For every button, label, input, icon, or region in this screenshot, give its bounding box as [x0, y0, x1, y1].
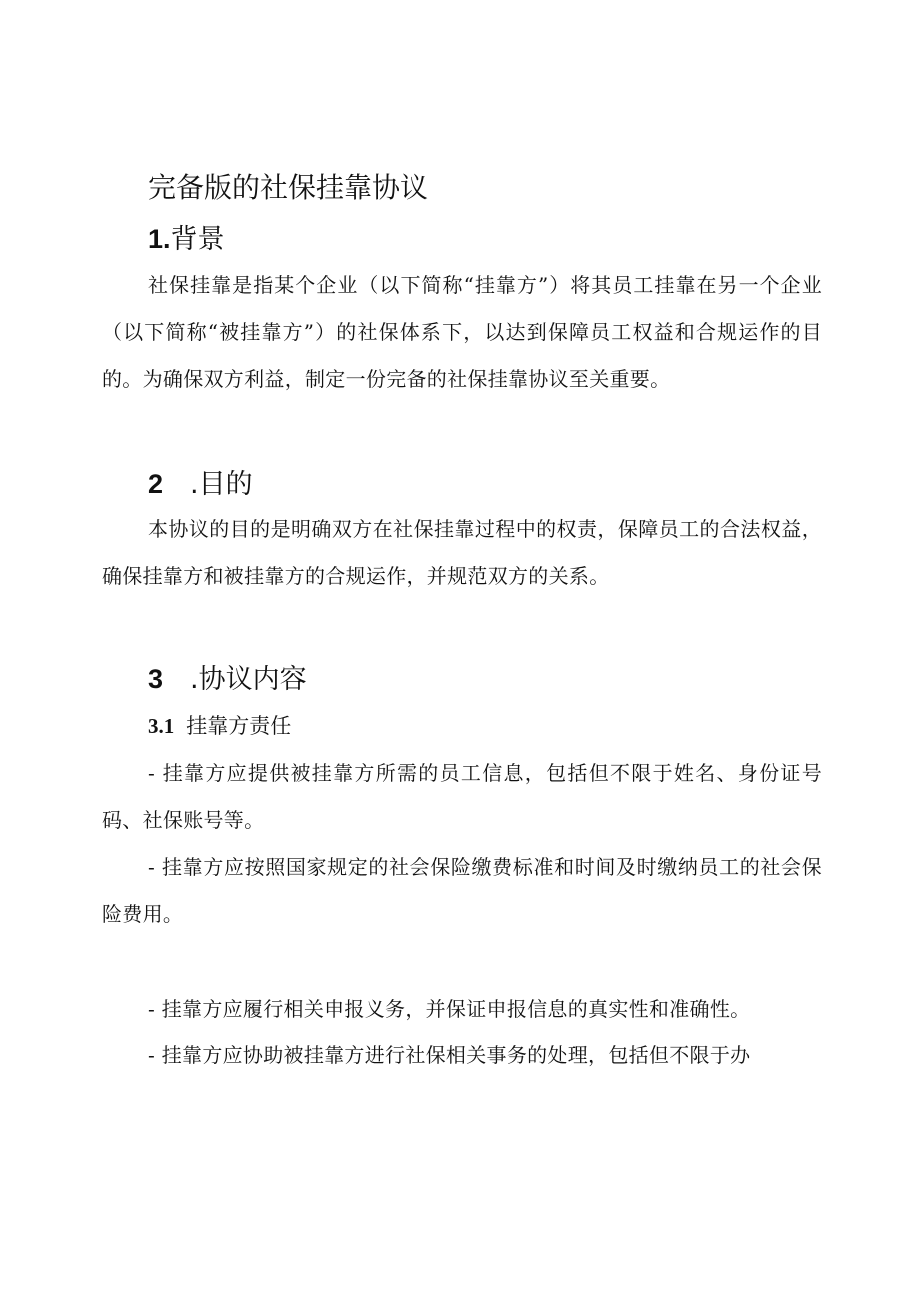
list-item: - 挂靠方应提供被挂靠方所需的员工信息，包括但不限于姓名、身份证号码、社保账号等。 [102, 761, 822, 832]
section-heading-purpose [148, 462, 253, 501]
subsection-heading-text: 挂靠方责任 [186, 714, 292, 738]
list-item: - 挂靠方应按照国家规定的社会保险缴费标准和时间及时缴纳员工的社会保险费用。 [102, 855, 822, 926]
section-number: 2 [148, 469, 164, 499]
section-heading-agreement-content [148, 657, 307, 696]
section-number: 3 [148, 664, 164, 694]
subsection-heading-responsibilities [148, 710, 291, 740]
list-item: - 挂靠方应协助被挂靠方进行社保相关事务的处理，包括但不限于办 [148, 1043, 751, 1067]
section-heading-text: 背景 [170, 224, 225, 255]
section-paragraph-background: 社保挂靠是指某个企业（以下简称“挂靠方”）将其员工挂靠在另一个企业（以下简称“被挂靠方”）的社保体系下，以达到保障员工权益和合规运作的目的。为确保双方利益，制定一份完备的社保挂靠协议至关重要。 [102, 273, 822, 391]
section-number: 1. [148, 224, 171, 254]
subsection-number: 3.1 [148, 714, 175, 738]
section-heading-text: .目的 [190, 469, 253, 500]
document-title: 完备版的社保挂靠协议 [148, 171, 429, 204]
section-paragraph-purpose: 本协议的目的是明确双方在社保挂靠过程中的权责，保障员工的合法权益，确保挂靠方和被挂靠方的合规运作，并规范双方的关系。 [102, 517, 822, 588]
section-heading-text: .协议内容 [190, 664, 307, 695]
list-item: - 挂靠方应履行相关申报义务，并保证申报信息的真实性和准确性。 [148, 997, 751, 1021]
section-heading-background [148, 217, 225, 256]
